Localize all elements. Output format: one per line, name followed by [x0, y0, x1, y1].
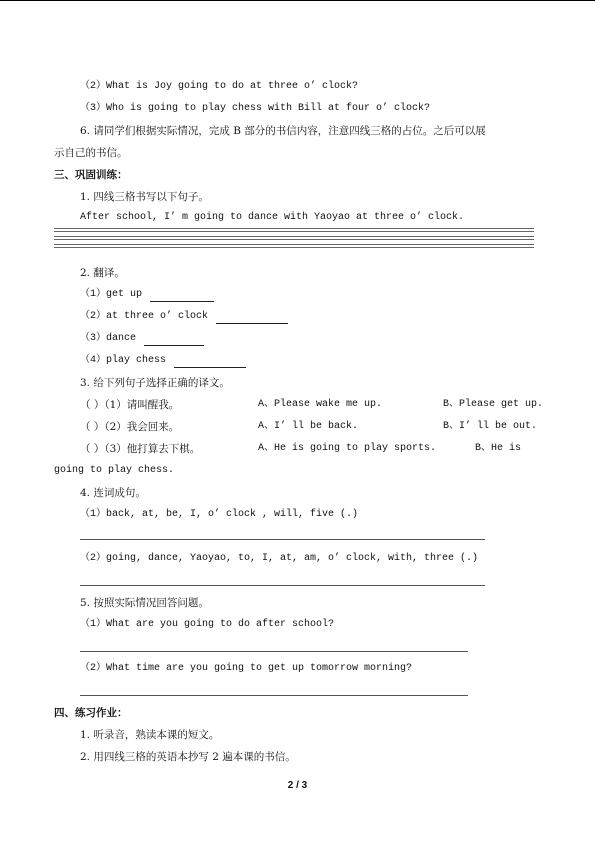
answer-line[interactable] [80, 695, 468, 696]
choice-1-option-a: A、Please wake me up. [258, 399, 383, 410]
translate-item-1: （1）get up [80, 288, 214, 302]
word-order-1: （1）back, at, be, I, o’ clock , will, five (.) [80, 509, 359, 520]
answer-line[interactable] [80, 539, 485, 540]
task-5-title: 5. 按照实际情况回答问题。 [80, 597, 209, 609]
instruction-6-line1: 6. 请同学们根据实际情况，完成 B 部分的书信内容，注意四线三格的占位。之后可以展 [80, 125, 486, 137]
instruction-6-line2: 示自己的书信。 [54, 147, 128, 159]
task-3-title: 3. 给下列句子选择正确的译文。 [80, 377, 230, 389]
task-2-title: 2. 翻译。 [80, 267, 125, 279]
answer-line[interactable] [80, 585, 485, 586]
header-rule [0, 0, 595, 1]
choice-1-prompt: （ ）（1）请叫醒我。 [80, 399, 180, 411]
question-3: （3）Who is going to play chess with Bill at four o’ clock? [80, 103, 431, 114]
translate-item-2: （2）at three o’ clock [80, 310, 288, 324]
task-4-title: 4. 连词成句。 [80, 487, 146, 499]
section-3-heading: 三、巩固训练： [54, 169, 128, 181]
choice-2-option-a: A、I’ ll be back. [258, 421, 359, 432]
answer-blank[interactable] [216, 313, 288, 324]
section-4-heading: 四、练习作业： [54, 707, 128, 719]
translate-item-3: （3）dance [80, 332, 204, 346]
word-order-2: （2）going, dance, Yaoyao, to, I, at, am, o’ clock, with, three (.) [80, 553, 479, 564]
page-number: 2 / 3 [287, 780, 308, 791]
question-2: （2）What is Joy going to do at three o’ clock? [80, 81, 359, 92]
choice-3-option-b: B、He is [475, 443, 522, 454]
choice-1-option-b: B、Please get up. [443, 399, 544, 410]
answer-blank[interactable] [144, 335, 204, 346]
choice-2-option-b: B、I’ ll be out. [443, 421, 538, 432]
homework-1: 1. 听录音，熟读本课的短文。 [80, 729, 220, 741]
answer-question-2: （2）What time are you going to get up tomorrow morning? [80, 663, 413, 674]
translate-item-4: （4）play chess [80, 354, 246, 368]
task-1-sentence: After school, I’ m going to dance with Yaoyao at three o’ clock. [80, 212, 465, 223]
answer-question-1: （1）What are you going to do after school? [80, 619, 335, 630]
choice-3-prompt: （ ）（3）他打算去下棋。 [80, 443, 201, 455]
task-1-title: 1. 四线三格书写以下句子。 [80, 191, 209, 203]
choice-2-prompt: （ ）（2）我会回来。 [80, 421, 180, 433]
choice-3-option-b-cont: going to play chess. [54, 465, 175, 476]
answer-line[interactable] [80, 651, 468, 652]
answer-blank[interactable] [150, 291, 214, 302]
answer-blank[interactable] [174, 357, 246, 368]
choice-3-option-a: A、He is going to play sports. [258, 443, 437, 454]
homework-2: 2. 用四线三格的英语本抄写 2 遍本课的书信。 [80, 751, 296, 763]
